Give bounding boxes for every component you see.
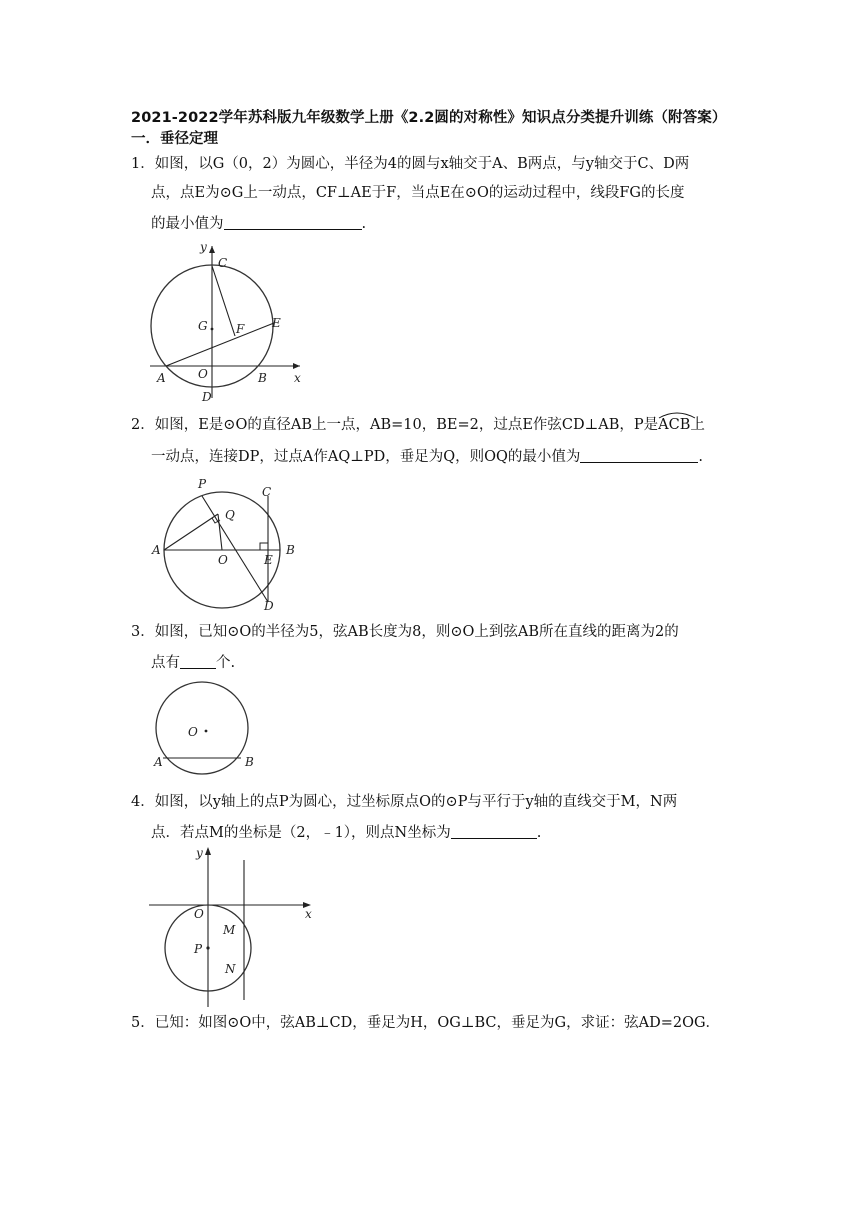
q4-line-2	[151, 824, 541, 841]
q3-label-B: B	[245, 755, 254, 769]
q2-line-2	[151, 448, 703, 465]
q2-figure	[150, 474, 310, 614]
q1-label-E: E	[272, 316, 281, 330]
document-title: 2021-2022学年苏科版九年级数学上册《2.2圆的对称性》知识点分类提升训练（附答案）	[131, 110, 727, 126]
q4-line-1: 4．如图，以y轴上的点P为圆心，过坐标原点O的⊙P与平行于y轴的直线交于M，N两	[131, 794, 678, 810]
q2-label-A: A	[152, 543, 161, 557]
q4-label-x: x	[305, 907, 312, 921]
q4-label-M: M	[223, 923, 236, 937]
q2-label-Q: Q	[225, 508, 235, 522]
q2-arc-label	[658, 418, 690, 433]
q2-line-1b: 上	[690, 417, 705, 433]
q1-line-3-end: .	[361, 216, 367, 232]
q2-label-D: D	[264, 599, 274, 613]
q4-label-N: N	[225, 962, 236, 976]
q1-label-x: x	[294, 371, 301, 385]
q1-label-A: A	[157, 371, 166, 385]
q4-answer-blank[interactable]	[451, 824, 537, 839]
q4-label-O: O	[194, 907, 204, 921]
q2-label-P: P	[198, 477, 207, 491]
q2-label-B: B	[286, 543, 295, 557]
q1-line-3	[151, 215, 366, 232]
q1-label-D: D	[202, 390, 212, 404]
q3-label-O: O	[188, 725, 198, 739]
q1-answer-blank[interactable]	[224, 215, 362, 230]
q2-line-2-text: 一动点，连接DP，过点A作AQ⊥PD，垂足为Q，则OQ的最小值为	[151, 449, 581, 465]
q1-label-G: G	[198, 319, 208, 333]
q4-line-2-end: .	[536, 825, 542, 841]
q2-label-E: E	[264, 553, 273, 567]
q2-line-1a: 2．如图，E是⊙O的直径AB上一点，AB=10，BE=2，过点E作弦CD⊥AB，P是	[131, 417, 659, 433]
q4-label-P: P	[194, 942, 203, 956]
q1-label-B: B	[258, 371, 267, 385]
q2-answer-blank[interactable]	[580, 448, 698, 463]
q3-line-2a: 点有	[151, 655, 180, 671]
q4-line-2-text: 点．若点M的坐标是（2，﹣1），则点N坐标为	[151, 825, 451, 841]
q1-line-2: 点，点E为⊙G上一动点，CF⊥AE于F，当点E在⊙O的运动过程中，线段FG的长度	[151, 185, 685, 201]
section-heading: 一．垂径定理	[131, 131, 218, 147]
q3-label-A: A	[154, 755, 163, 769]
q4-label-y: y	[196, 846, 203, 860]
q2-line-2-end: .	[698, 449, 704, 465]
q2-label-C: C	[262, 485, 272, 499]
q3-figure	[148, 680, 268, 780]
q3-line-2b: 个.	[216, 655, 236, 671]
q2-arc-text: ACB	[658, 417, 691, 433]
q1-label-F: F	[236, 322, 245, 336]
q1-line-1: 1．如图，以G（0，2）为圆心，半径为4的圆与x轴交于A、B两点，与y轴交于C、D两	[131, 156, 690, 172]
q4-figure	[147, 842, 327, 1012]
q1-line-3-text: 的最小值为	[151, 216, 224, 232]
q1-label-C: C	[218, 256, 228, 270]
q2-arc-mark	[658, 411, 698, 419]
q1-label-O: O	[198, 367, 208, 381]
q3-answer-blank[interactable]	[180, 654, 216, 669]
q2-line-1	[131, 418, 705, 433]
q3-line-2	[151, 654, 235, 671]
q1-label-y: y	[200, 240, 207, 254]
q5-line-1: 5．已知：如图⊙O中，弦AB⊥CD，垂足为H，OG⊥BC，垂足为G，求证：弦AD=2OG．	[131, 1015, 721, 1031]
q3-line-1: 3．如图，已知⊙O的半径为5，弦AB长度为8，则⊙O上到弦AB所在直线的距离为2的	[131, 624, 679, 640]
q2-label-O: O	[218, 553, 228, 567]
q1-figure	[140, 238, 320, 408]
